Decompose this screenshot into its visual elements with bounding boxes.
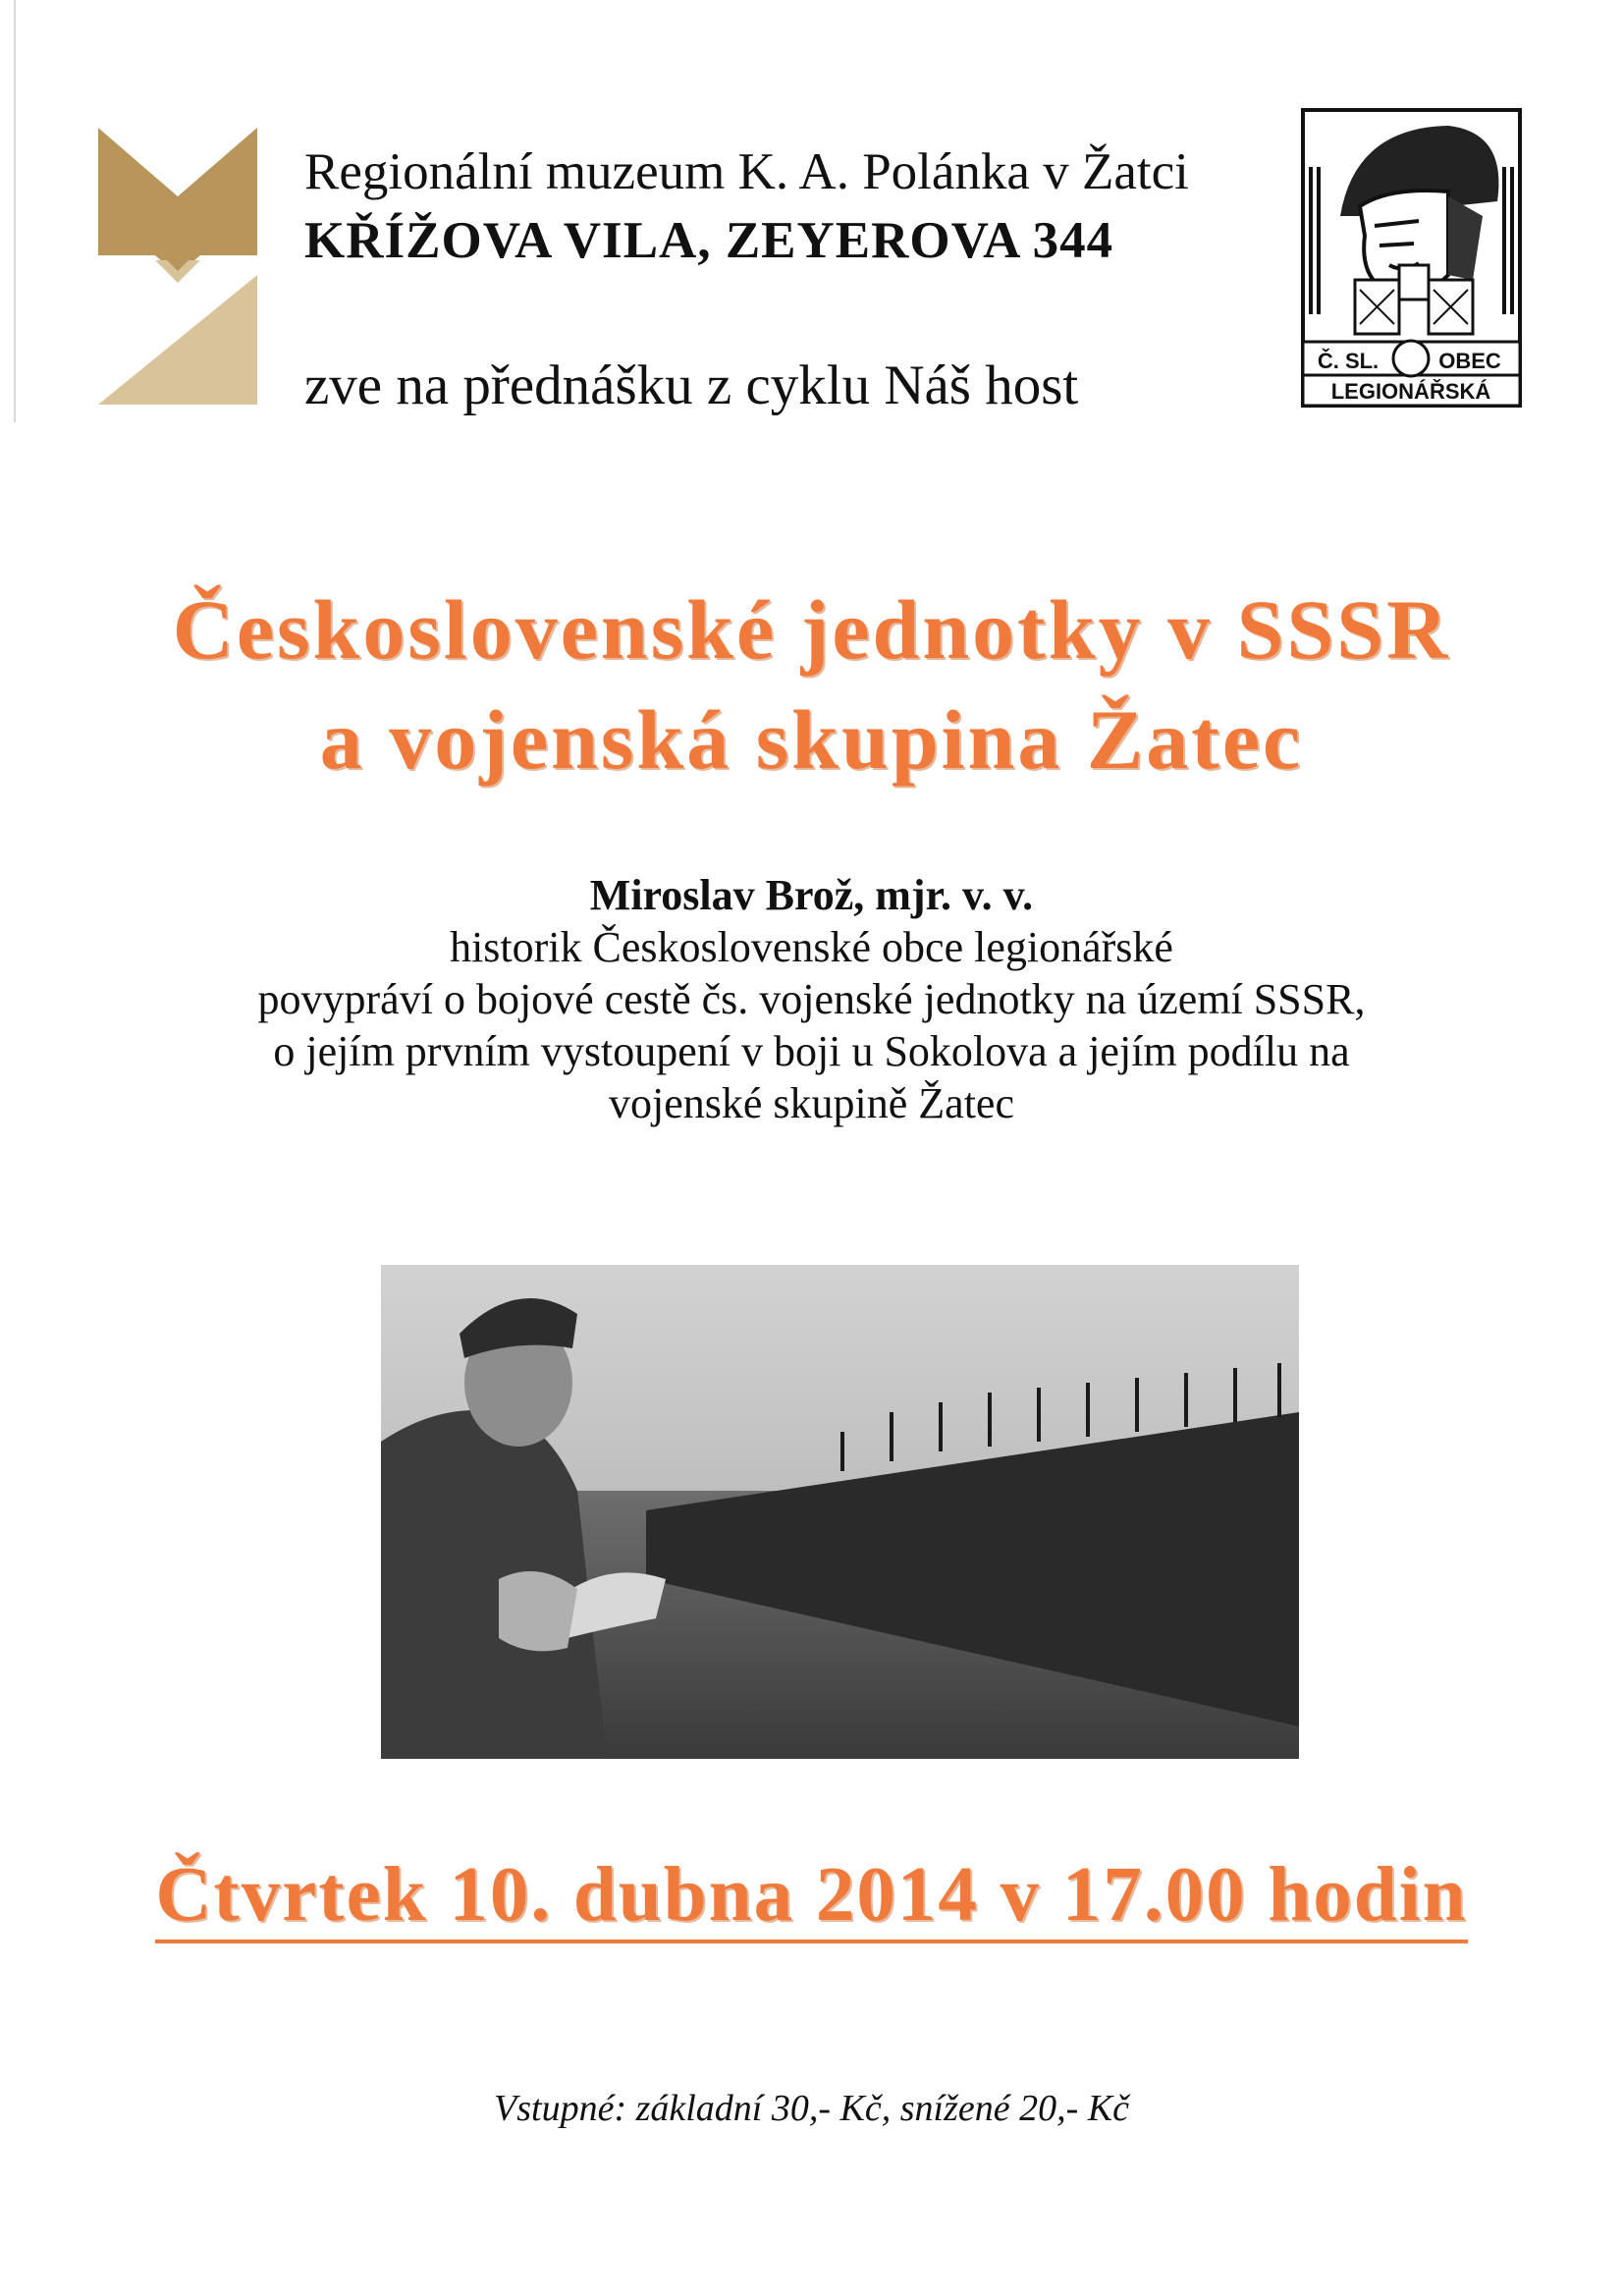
- emblem-text-left: Č. SL.: [1317, 349, 1380, 373]
- invitation-line: zve na přednášku z cyklu Náš host: [304, 355, 1079, 416]
- speaker-block: [0, 869, 1623, 1129]
- museum-logo: [98, 128, 257, 405]
- scan-edge-line: [14, 0, 16, 422]
- speaker-description-1: povypráví o bojové cestě čs. vojenské jednotky na území SSSR,: [257, 975, 1366, 1023]
- emblem-text-bottom: LEGIONÁŘSKÁ: [1330, 379, 1491, 404]
- speaker-description-3: vojenské skupině Žatec: [609, 1079, 1014, 1127]
- speaker-description-2: o jejím prvním vystoupení v boji u Sokolova a jejím podílu na: [273, 1027, 1350, 1075]
- event-date-time: [0, 1851, 1623, 1940]
- event-date-text: Čtvrtek 10. dubna 2014 v 17.00 hodin: [155, 1852, 1467, 1943]
- historical-photo: [381, 1265, 1299, 1759]
- title-line-2: a vojenská skupina Žatec: [319, 692, 1304, 787]
- title-line-1: Československé jednotky v SSSR: [172, 582, 1451, 677]
- speaker-name: Miroslav Brož, mjr. v. v.: [589, 871, 1034, 919]
- legion-emblem-icon: [1301, 108, 1522, 408]
- speaker-role: historik Československé obce legionářské: [450, 923, 1173, 971]
- main-title: [0, 574, 1623, 794]
- museum-address: KŘÍŽOVA VILA, ZEYEROVA 344: [304, 212, 1114, 269]
- emblem-text-right: OBEC: [1438, 349, 1501, 373]
- admission-prices: Vstupné: základní 30,- Kč, snížené 20,- Kč: [494, 2088, 1129, 2129]
- museum-name: Regionální muzeum K. A. Polánka v Žatci: [304, 143, 1189, 200]
